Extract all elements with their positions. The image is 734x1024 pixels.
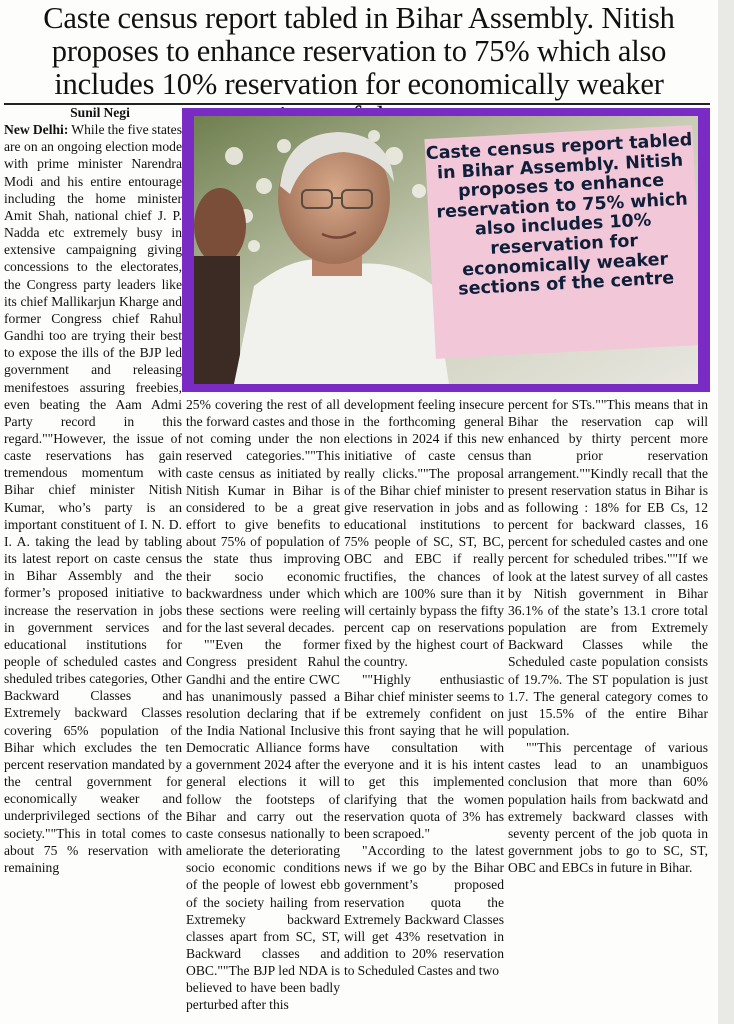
body-paragraph: While the five states are on an ongoing election mode with prime minister Narendra Modi and his entire entourage including the home minister Amit Shah, national chief J. P. Nadda etc extremely busy in extensive campaigning giving concessions to the electorates, the Congress party leaders like its chief Mallikarjun Kharge and former Congress chief Rahul Gandhi too are trying their best to expose the ills of the BJP led government and releasing menifestoes assuring freebies, even beating the Aam Admi Party record in this regard.""However, the issue of caste reservations has gain tremendous momentum with Bihar chief minister Nitish Kumar, who’s party is an important constituent of I. N. D. I. A. taking the lead by tabling its latest report on caste census in Bihar Assembly and the former’s proposed initiative to increase the reservation in jobs in government services and educational institutions for people of scheduled castes and sheduled tribes categories, Other Backward Classes and Extremely backward Classes covering 65% population of Bihar which excludes the ten percent reservation mandated by the central government for economically weaker and underprivileged sections of the society.""This in total comes to about 75 % reservation with remaining xyxy=(4,122,182,875)
dateline: New Delhi: xyxy=(4,122,69,138)
body-paragraph: ""This percentage of various castes lead to an unambiguos conclusion that more than 60% population hails from backwatd and extremely backward classes with seventy percent of the job quota in government jobs to go to SC, ST, OBC and EBCs in future in Bihar. xyxy=(508,740,708,876)
article-column-3 xyxy=(344,396,504,979)
article-column-2 xyxy=(186,396,340,1014)
body-paragraph: 25% covering the rest of all the forward castes and those not coming under the non reserved categories.""This caste census as initiated by Nitish Kumar in Bihar is considered to be a great effort to give benefits to about 75% of population of the state thus improving their socio economic backwardness under which these sections were reeling for the last several decades. xyxy=(186,397,340,636)
article-photo xyxy=(182,108,710,392)
page-edge xyxy=(718,0,734,1024)
photo-caption-overlay: Caste census report tabled in Bihar Assembly. Nitish proposes to enhance reservation to 75% which also includes 10% reservation for economically weaker sections of the centre xyxy=(424,125,698,359)
body-paragraph: ""Even the former Congress president Rahul Gandhi and the entire CWC has unanimously passed a resolution declaring that if the India National Inclusive Democratic Alliance forms a government 2024 after the general elections it will follow the footsteps of Bihar and carry out the caste consesus nationally to ameliorate the deteriorating socio economic conditions of the people of lowest ebb of the society hailing from Extremeky backward classes apart from SC, ST, Backward classes and OBC.""The BJP led NDA is believed to have been badly perturbed after this xyxy=(186,637,340,1013)
byline: Sunil Negi xyxy=(70,105,130,120)
body-paragraph: percent for STs.""This means that in Bihar the reservation cap will enhanced by thirty percent more than prior reservation arrangement.""Kindly recall that the present reservation status in Bihar is as following : 18% for EB Cs, 12 percent for backward classes, 16 percent for scheduled castes and one percent for scheduled tribes.""If we look at the latest survey of all castes by Nitish government in Bihar 36.1% of the state’s 13.1 crore total population are from Extremely Backward Classes while the Scheduled caste population consists of 19.7%. The ST population is just 1.7. The general category comes to just 15.5% of the entire Bihar population. xyxy=(508,397,708,738)
photo-content xyxy=(194,116,698,384)
article-column-1 xyxy=(4,104,182,876)
article-column-4 xyxy=(508,396,708,876)
body-paragraph: ""Highly enthusiastic Bihar chief minister seems to be extremely confident on this front saying that he will have consultation with everyone and it is his intent to get this implemented clarifying that the women reservation quota of 3% has been scrapoed." xyxy=(344,671,504,841)
headline: Caste census report tabled in Bihar Assembly. Nitish proposes to enhance reservation to 75% which also includes 10% reservation for economically weaker xyxy=(43,1,675,101)
body-paragraph: "According to the latest news if we go by the Bihar government’s proposed reservation quota the Extremely Backward Classes will get 43% resetvation in addition to 20% reservation to Scheduled Castes and two xyxy=(344,843,504,979)
body-paragraph: development feeling insecure in the forthcoming general elections in 2024 if this new initiative of caste census really clicks.""The proposal of the Bihar chief minister to give reservation in jobs and educational institutions to 75% people of SC, ST, BC, OBC and EBC if really fructifies, the chances of which are 100% sure than it will certainly bypass the fifty percent cap on reservations fixed by the highest court of the country. xyxy=(344,397,504,670)
